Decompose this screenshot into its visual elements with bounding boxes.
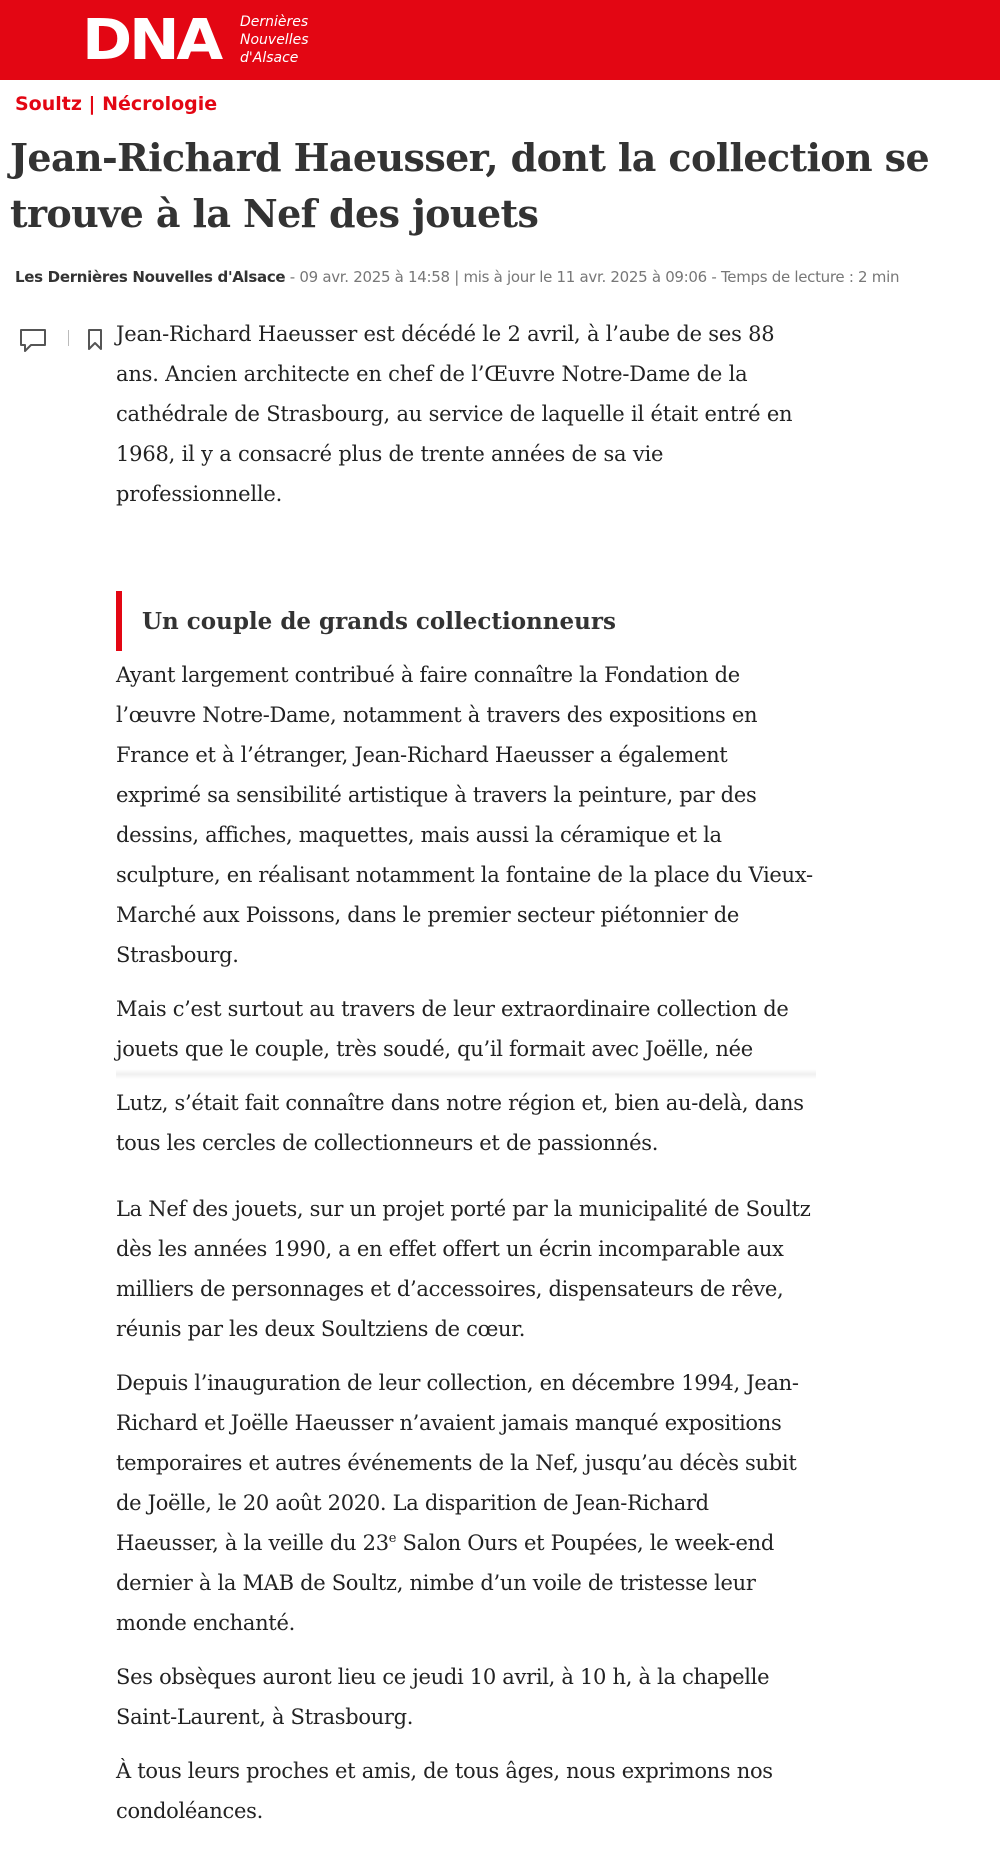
- meta-separator: |: [449, 268, 464, 286]
- body-paragraph: [116, 1363, 816, 1643]
- logo-tagline: [240, 13, 350, 67]
- breadcrumb-section-link[interactable]: Nécrologie: [102, 93, 218, 115]
- meta-separator: -: [285, 268, 300, 286]
- body-paragraph: Mais c’est surtout au travers de leur extraordinaire collection de jouets que le couple, très soudé, qu’il formait avec Joëlle, née: [116, 997, 789, 1061]
- published-date: 09 avr. 2025 à 14:58: [299, 268, 450, 286]
- body-paragraph: Lutz, s’était fait connaître dans notre région et, bien au-delà, dans tous les cercles de collectionneurs et de passionnés.: [116, 1091, 804, 1155]
- article-body: [116, 655, 816, 1845]
- logo-tagline-line: d'Alsace: [240, 50, 299, 66]
- paragraph-text: Depuis l’inauguration de leur collection, en décembre 1994, Jean-Richard et Joëlle Haeusser n’avaient jamais manqué expositions temporaires et autres événements de la Nef, jusqu’au décès subit de Joëlle, le 20 août 2020. La disparition de Jean-Richard Haeusser, à la veille du 23: [116, 1371, 799, 1555]
- comment-icon[interactable]: [18, 326, 48, 358]
- article-meta: [15, 268, 990, 286]
- site-header: [0, 0, 1000, 80]
- tool-divider: [68, 330, 69, 346]
- article-subheading: Un couple de grands collectionneurs: [116, 591, 806, 651]
- logo-tagline-line: Nouvelles: [240, 32, 309, 48]
- body-paragraph: Ses obsèques auront lieu ce jeudi 10 avril, à 10 h, à la chapelle Saint-Laurent, à Strasbourg.: [116, 1665, 770, 1729]
- article-author: Les Dernières Nouvelles d'Alsace: [15, 268, 286, 286]
- intro-paragraph: Jean-Richard Haeusser est décédé le 2 avril, à l’aube de ses 88 ans. Ancien architecte en chef de l’Œuvre Notre-Dame de la cathédrale de Strasbourg, au service de laquelle il était entré en 1968, il y a consacré plus de trente années de sa vie professionnelle.: [116, 322, 793, 506]
- article-tools: [18, 326, 128, 356]
- reading-time: Temps de lecture : 2 min: [720, 268, 900, 286]
- body-paragraph: À tous leurs proches et amis, de tous âges, nous exprimons nos condoléances.: [116, 1759, 773, 1823]
- logo-tagline-line: Dernières: [240, 14, 309, 30]
- breadcrumb: [15, 93, 217, 115]
- updated-date: mis à jour le 11 avr. 2025 à 09:06: [463, 268, 707, 286]
- paragraph-text: Salon Ours et Poupées, le week-end dernier à la MAB de Soultz, nimbe d’un voile de tristesse leur monde enchanté.: [116, 1531, 774, 1635]
- dna-logo[interactable]: DNA: [82, 8, 220, 73]
- bookmark-icon[interactable]: [86, 328, 104, 356]
- ordinal-suffix: e: [388, 1531, 397, 1546]
- meta-separator: -: [706, 268, 721, 286]
- article-title: Jean-Richard Haeusser, dont la collection se trouve à la Nef des jouets: [10, 135, 930, 236]
- article-intro: [116, 314, 806, 527]
- body-paragraph: La Nef des jouets, sur un projet porté par la municipalité de Soultz dès les années 1990, a en effet offert un écrin incomparable aux milliers de personnages et d’accessoires, dispensateurs de rêve, réunis par les deux Soultziens de cœur.: [116, 1197, 811, 1341]
- render-gap: [116, 1069, 816, 1079]
- body-paragraph: Ayant largement contribué à faire connaître la Fondation de l’œuvre Notre-Dame, notamment à travers des expositions en France et à l’étranger, Jean-Richard Haeusser a également exprimé sa sensibilité artistique à travers la peinture, par des dessins, affiches, maquettes, mais aussi la céramique et la sculpture, en réalisant notamment la fontaine de la place du Vieux-Marché aux Poissons, dans le premier secteur piétonnier de Strasbourg.: [116, 663, 813, 967]
- breadcrumb-place-link[interactable]: Soultz: [15, 93, 82, 115]
- breadcrumb-separator: |: [88, 93, 96, 115]
